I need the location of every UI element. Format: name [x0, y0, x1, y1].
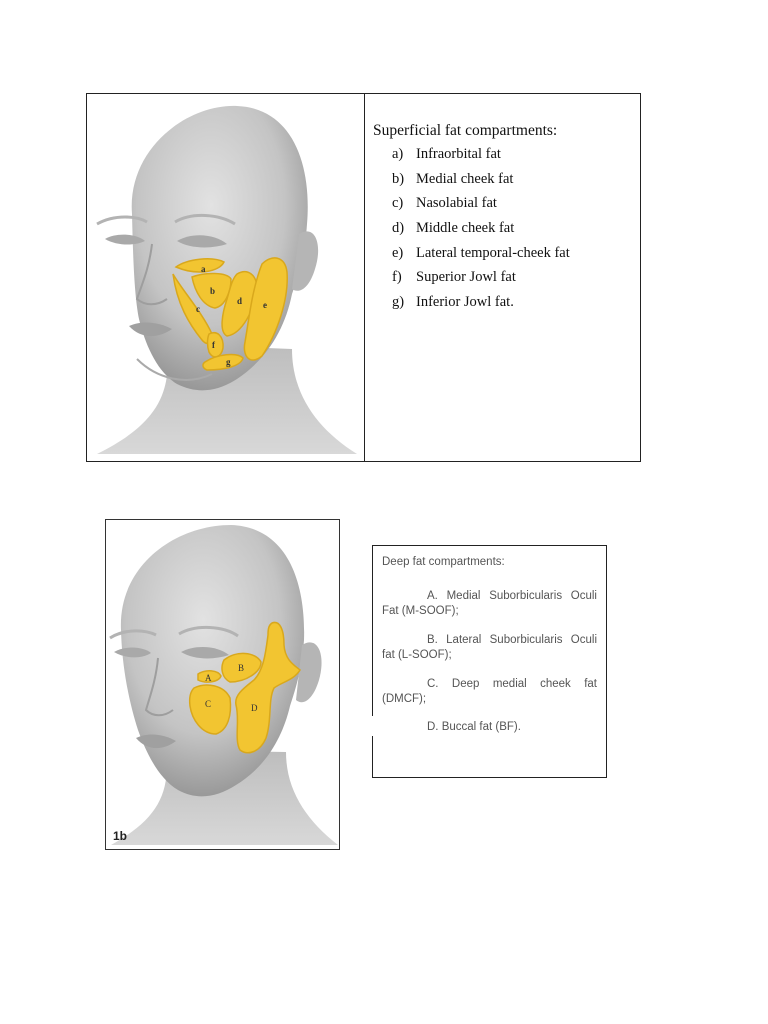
superficial-item [392, 171, 570, 196]
region-label-c: c [196, 304, 200, 314]
superficial-item-letter: f) [392, 269, 402, 286]
superficial-figure [86, 93, 641, 462]
superficial-item-label: Superior Jowl fat [416, 269, 516, 286]
superficial-legend [365, 94, 640, 461]
superficial-item-letter: d) [392, 220, 405, 237]
deep-item-b: B. Lateral Suborbicularis Oculi fat (L-SOOF); [382, 634, 597, 661]
superficial-item-label: Nasolabial fat [416, 195, 497, 212]
superficial-item [392, 220, 570, 245]
region-label-C: C [205, 699, 212, 709]
region-label-A: A [205, 673, 212, 683]
superficial-item [392, 269, 570, 294]
superficial-item [392, 294, 570, 319]
superficial-list [392, 146, 570, 319]
deep-title: Deep fat compartments: [382, 556, 505, 568]
deep-item-a: A. Medial Suborbicularis Oculi Fat (M-SOOF); [382, 590, 597, 617]
figure-label: 1b [113, 829, 128, 843]
region-label-b: b [210, 286, 216, 296]
region-label-B: B [238, 663, 245, 673]
region-label-d: d [237, 296, 243, 306]
deep-item-d: D. Buccal fat (BF). [427, 721, 521, 733]
superficial-item [392, 146, 570, 171]
superficial-item-letter: b) [392, 170, 405, 187]
superficial-head-image [87, 94, 365, 461]
region-label-D: D [251, 703, 258, 713]
region-f-superior-jowl [208, 333, 224, 357]
region-label-a: a [201, 264, 206, 274]
superficial-item-letter: e) [392, 244, 404, 261]
deep-item-c: C. Deep medial cheek fat (DMCF); [382, 678, 597, 705]
superficial-item-label: Infraorbital fat [416, 146, 501, 162]
deep-legend [372, 545, 607, 778]
region-label-g: g [226, 357, 231, 367]
superficial-item [392, 195, 570, 220]
region-label-f: f [212, 340, 215, 350]
superficial-item-label: Inferior Jowl fat. [416, 294, 514, 311]
border-gap [372, 716, 375, 736]
superficial-item-letter: a) [392, 146, 404, 162]
superficial-title: Superficial fat compartments: [373, 122, 558, 139]
superficial-item-label: Medial cheek fat [416, 170, 514, 187]
head-illustration-1 [87, 94, 364, 461]
deep-figure [105, 519, 340, 850]
superficial-item [392, 245, 570, 270]
superficial-item-label: Middle cheek fat [416, 220, 515, 237]
superficial-item-label: Lateral temporal-cheek fat [416, 244, 570, 261]
region-label-e: e [263, 300, 267, 310]
superficial-item-letter: c) [392, 195, 404, 212]
superficial-item-letter: g) [392, 294, 405, 311]
head-illustration-2 [106, 520, 340, 850]
